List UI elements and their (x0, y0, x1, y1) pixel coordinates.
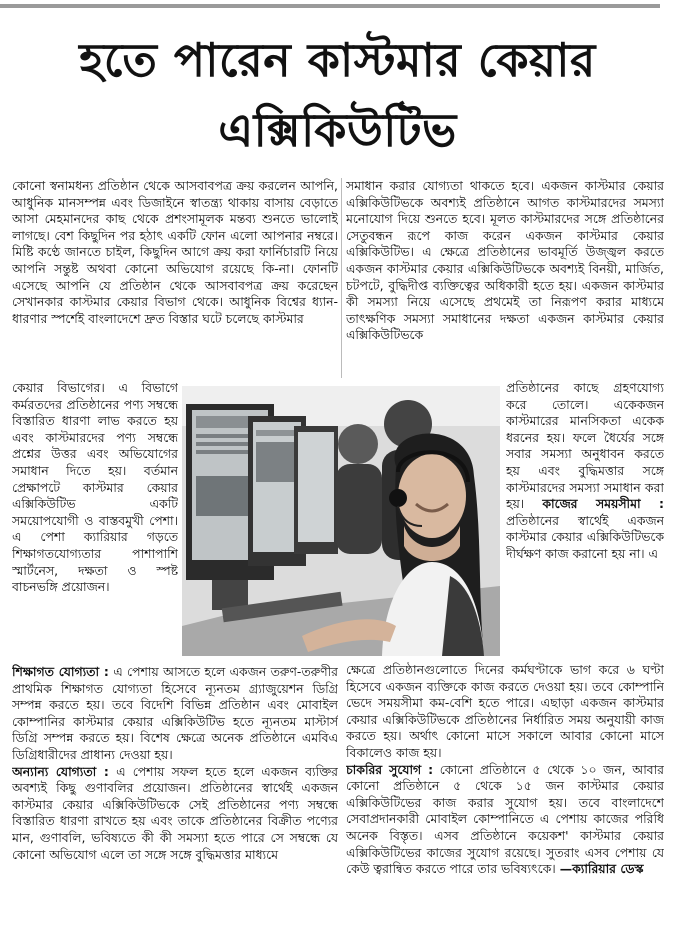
article-left-column-narrow (12, 380, 178, 664)
subhead-education: শিক্ষাগত যোগ্যতা : (12, 664, 109, 679)
headset-icon (389, 489, 407, 507)
article-right-column-narrow (506, 380, 664, 662)
byline: —ক্যারিয়ার ডেস্ক (559, 861, 644, 877)
article-left-column-bottom (12, 664, 338, 932)
paragraph-qualities: সমাধান করার যোগ্যতা থাকতে হবে। একজন কাস্টমার কেয়ার এক্সিকিউটিভকে অবশ্যই প্রতিষ্ঠানে আগত কাস্টমারদের সমস্যা মনোযোগ দিয়ে শুনতে হবে। মূলত কাস্টমারদের সঙ্গে প্রতিষ্ঠানের সেতুবন্ধন রূপে কাজ করেন একজন কাস্টমার কেয়ার এক্সিকিউটিভ। এ ক্ষেত্রে প্রতিষ্ঠানের ভাবমূর্তি উজ্জ্বল করতে একজন কাস্টমার কেয়ার এক্সিকিউটিভকে অবশ্যই বিনয়ী, মার্জিত, চটপটে, বুদ্ধিদীপ্ত ব্যক্তিত্বের অধিকারী হতে হয়। একজন কাস্টমার কী সমস্যা নিয়ে এসেছে প্রথমেই তা নিরূপণ করার মাধ্যমে তাৎক্ষণিক সমস্যা সমাধানের দক্ষতা একজন কাস্টমার কেয়ার এক্সিকিউটিভকে (346, 178, 664, 343)
paragraph-department: কেয়ার বিভাগের। এ বিভাগে কর্মরতদের প্রতিষ্ঠানের পণ্য সম্বন্ধে বিস্তারিত ধারণা লাভ করতে হয় এবং কাস্টমারদের পণ্য সম্বন্ধে প্রশ্নের উত্তর এবং অভিযোগের সমাধান দিতে হয়। বর্তমান প্রেক্ষাপটে কাস্টমার কেয়ার এক্সিকিউটিভ একটি সময়োপযোগী ও বাস্তবমুখী পেশা। এ পেশা ক্যারিয়ার গড়তে শিক্ষাগতযোগ্যতার পাশাপাশি স্মার্টনেস, দক্ষতা ও স্পষ্ট বাচনভঙ্গি প্রয়োজন। (12, 380, 178, 595)
paragraph-education (12, 664, 338, 764)
paragraph-intro: কোনো স্বনামধন্য প্রতিষ্ঠান থেকে আসবাবপত্র ক্রয় করলেন আপনি, আধুনিক মানসম্পন্ন এবং ডিজাইনে স্বাতন্ত্র্য থাকায় বাসায় বেড়াতে আসা মেহমানদের কাছ থেকে প্রশংসামূলক মন্তব্য শুনতে ভালোই লাগছে। বেশ কিছুদিন পর হঠাৎ একটি ফোন এলো আপনার নম্বরে। মিষ্টি কণ্ঠে জানতে চাইল, কিছুদিন আগে ক্রয় করা ফার্নিচারটি নিয়ে আপনি সন্তুষ্ট অথবা কোনো অভিযোগ রয়েছে কি-না। ফোনটি এসেছে আপনি যে প্রতিষ্ঠান থেকে আসবাবপত্র ক্রয় করেছেন সেখানকার কাস্টমার কেয়ার বিভাগ থেকে। আধুনিক বিশ্বের ধ্যান-ধারণার স্পর্শেই বাংলাদেশে দ্রুত বিস্তার ঘটে চলেছে কাস্টমার (12, 178, 338, 326)
headline-line-2: এক্সিকিউটিভ (218, 103, 457, 157)
paragraph-acceptance-body: প্রতিষ্ঠানের কাছে গ্রহণযোগ্য করে তোলে। একেকজন কাস্টমারের মানসিকতা একেক ধরনের হয়। ফলে ধৈর্যের সঙ্গে সবার সমস্যা অনুধাবন করতে হয় এবং বুদ্ধিমত্তার সঙ্গে কাস্টমারদের সমস্যা সমাধান করা হয়। (506, 380, 664, 512)
article-right-column-top (346, 178, 664, 378)
article-left-column-top (12, 178, 338, 378)
article-right-column-bottom (346, 662, 664, 932)
headline-line-1: হতে পারেন কাস্টমার কেয়ার (79, 33, 596, 87)
subhead-other-qualities: অন্যান্য যোগ্যতা : (12, 763, 109, 779)
call-center-illustration (182, 386, 500, 656)
monitor-icon (294, 426, 338, 554)
paragraph-other-qualities (12, 764, 338, 864)
paragraph-job-opportunity (346, 762, 664, 878)
working-hours-body: প্রতিষ্ঠানের স্বার্থেই একজন কাস্টমার কেয়ার এক্সিকিউটিভকে দীর্ঘক্ষণ কাজ করানো হয় না। এ (506, 512, 664, 561)
top-rule (0, 4, 660, 8)
paragraph-acceptance (506, 380, 664, 563)
education-body: এ পেশায় আসতে হলে একজন তরুণ-তরুণীর প্রাথমিক শিক্ষাগত যোগ্যতা হিসেবে ন্যূনতম গ্র্যাজুয়েশন ডিগ্রি সম্পন্ন করতে হয়। তবে বিদেশি বিভিন্ন প্রতিষ্ঠান এবং মোবাইল কোম্পানির কাস্টমার কেয়ার এক্সিকিউটিভ হতে ন্যূনতম মাস্টার্স ডিগ্রি সম্পন্ন করতে হয়। বিশেষ ক্ষেত্রে অনেক প্রতিষ্ঠানে এমবিএ ডিগ্রিধারীদের প্রাধান্য দেওয়া হয়। (12, 664, 338, 762)
call-center-photo (182, 386, 500, 656)
subhead-job-opportunity: চাকরির সুযোগ : (346, 761, 434, 777)
other-qualities-body: এ পেশায় সফল হতে হলে একজন ব্যক্তির অবশ্যই কিছু গুণাবলির প্রয়োজন। প্রতিষ্ঠানের স্বার্থেই একজন কাস্টমার কেয়ার এক্সিকিউটিভকে সেই প্রতিষ্ঠানের পণ্য সম্বন্ধে বিস্তারিত ধারণা রাখতে হয় এবং তাকে প্রতিষ্ঠানের বিক্রীত পণ্যের মান, গুণাবলি, ভবিষ্যতে কী কী সমস্যা হতে পারে সে সম্বন্ধে যে কোনো অভিযোগ এলে তা সঙ্গে সঙ্গে বুদ্ধিমত্তার মাধ্যমে (12, 763, 338, 862)
subhead-working-hours: কাজের সময়সীমা : (542, 496, 664, 512)
job-opportunity-body: কোনো প্রতিষ্ঠানে ৫ থেকে ১০ জন, আবার কোনো প্রতিষ্ঠানে ৫ থেকে ১৫ জন কাস্টমার কেয়ার এক্সিকিউটিভের কাজ করার সুযোগ হয়। তবে বাংলাদেশে সেবাপ্রদানকারী মোবাইল কোম্পানিতে এ পেশায় কাজের পরিধি অনেক বিস্তৃত। এসব প্রতিষ্ঠানে কয়েকশ' কাস্টমার কেয়ার এক্সিকিউটিভের কাজের সুযোগ রয়েছে। সুতরাং এসব পেশায় যে কেউ ত্বরান্বিত করতে পারে তার ভবিষ্যৎকে। (346, 761, 664, 877)
paragraph-shifts: ক্ষেত্রে প্রতিষ্ঠানগুলোতে দিনের কর্মঘণ্টাকে ভাগ করে ৬ ঘণ্টা হিসেবে একজন ব্যক্তিকে কাজ করতে দেওয়া হয়। তবে কোম্পানি ভেদে সময়সীমা কম-বেশি হতে পারে। এছাড়া একজন কাস্টমার কেয়ার এক্সিকিউটিভকে প্রতিষ্ঠানের নির্ধারিত সময় অনুযায়ী কাজ করতে হয়। অর্থাৎ কোনো মাসে সকালে আবার কোনো মাসে বিকালেও কাজ হয়। (346, 662, 664, 760)
column-divider (341, 178, 342, 378)
